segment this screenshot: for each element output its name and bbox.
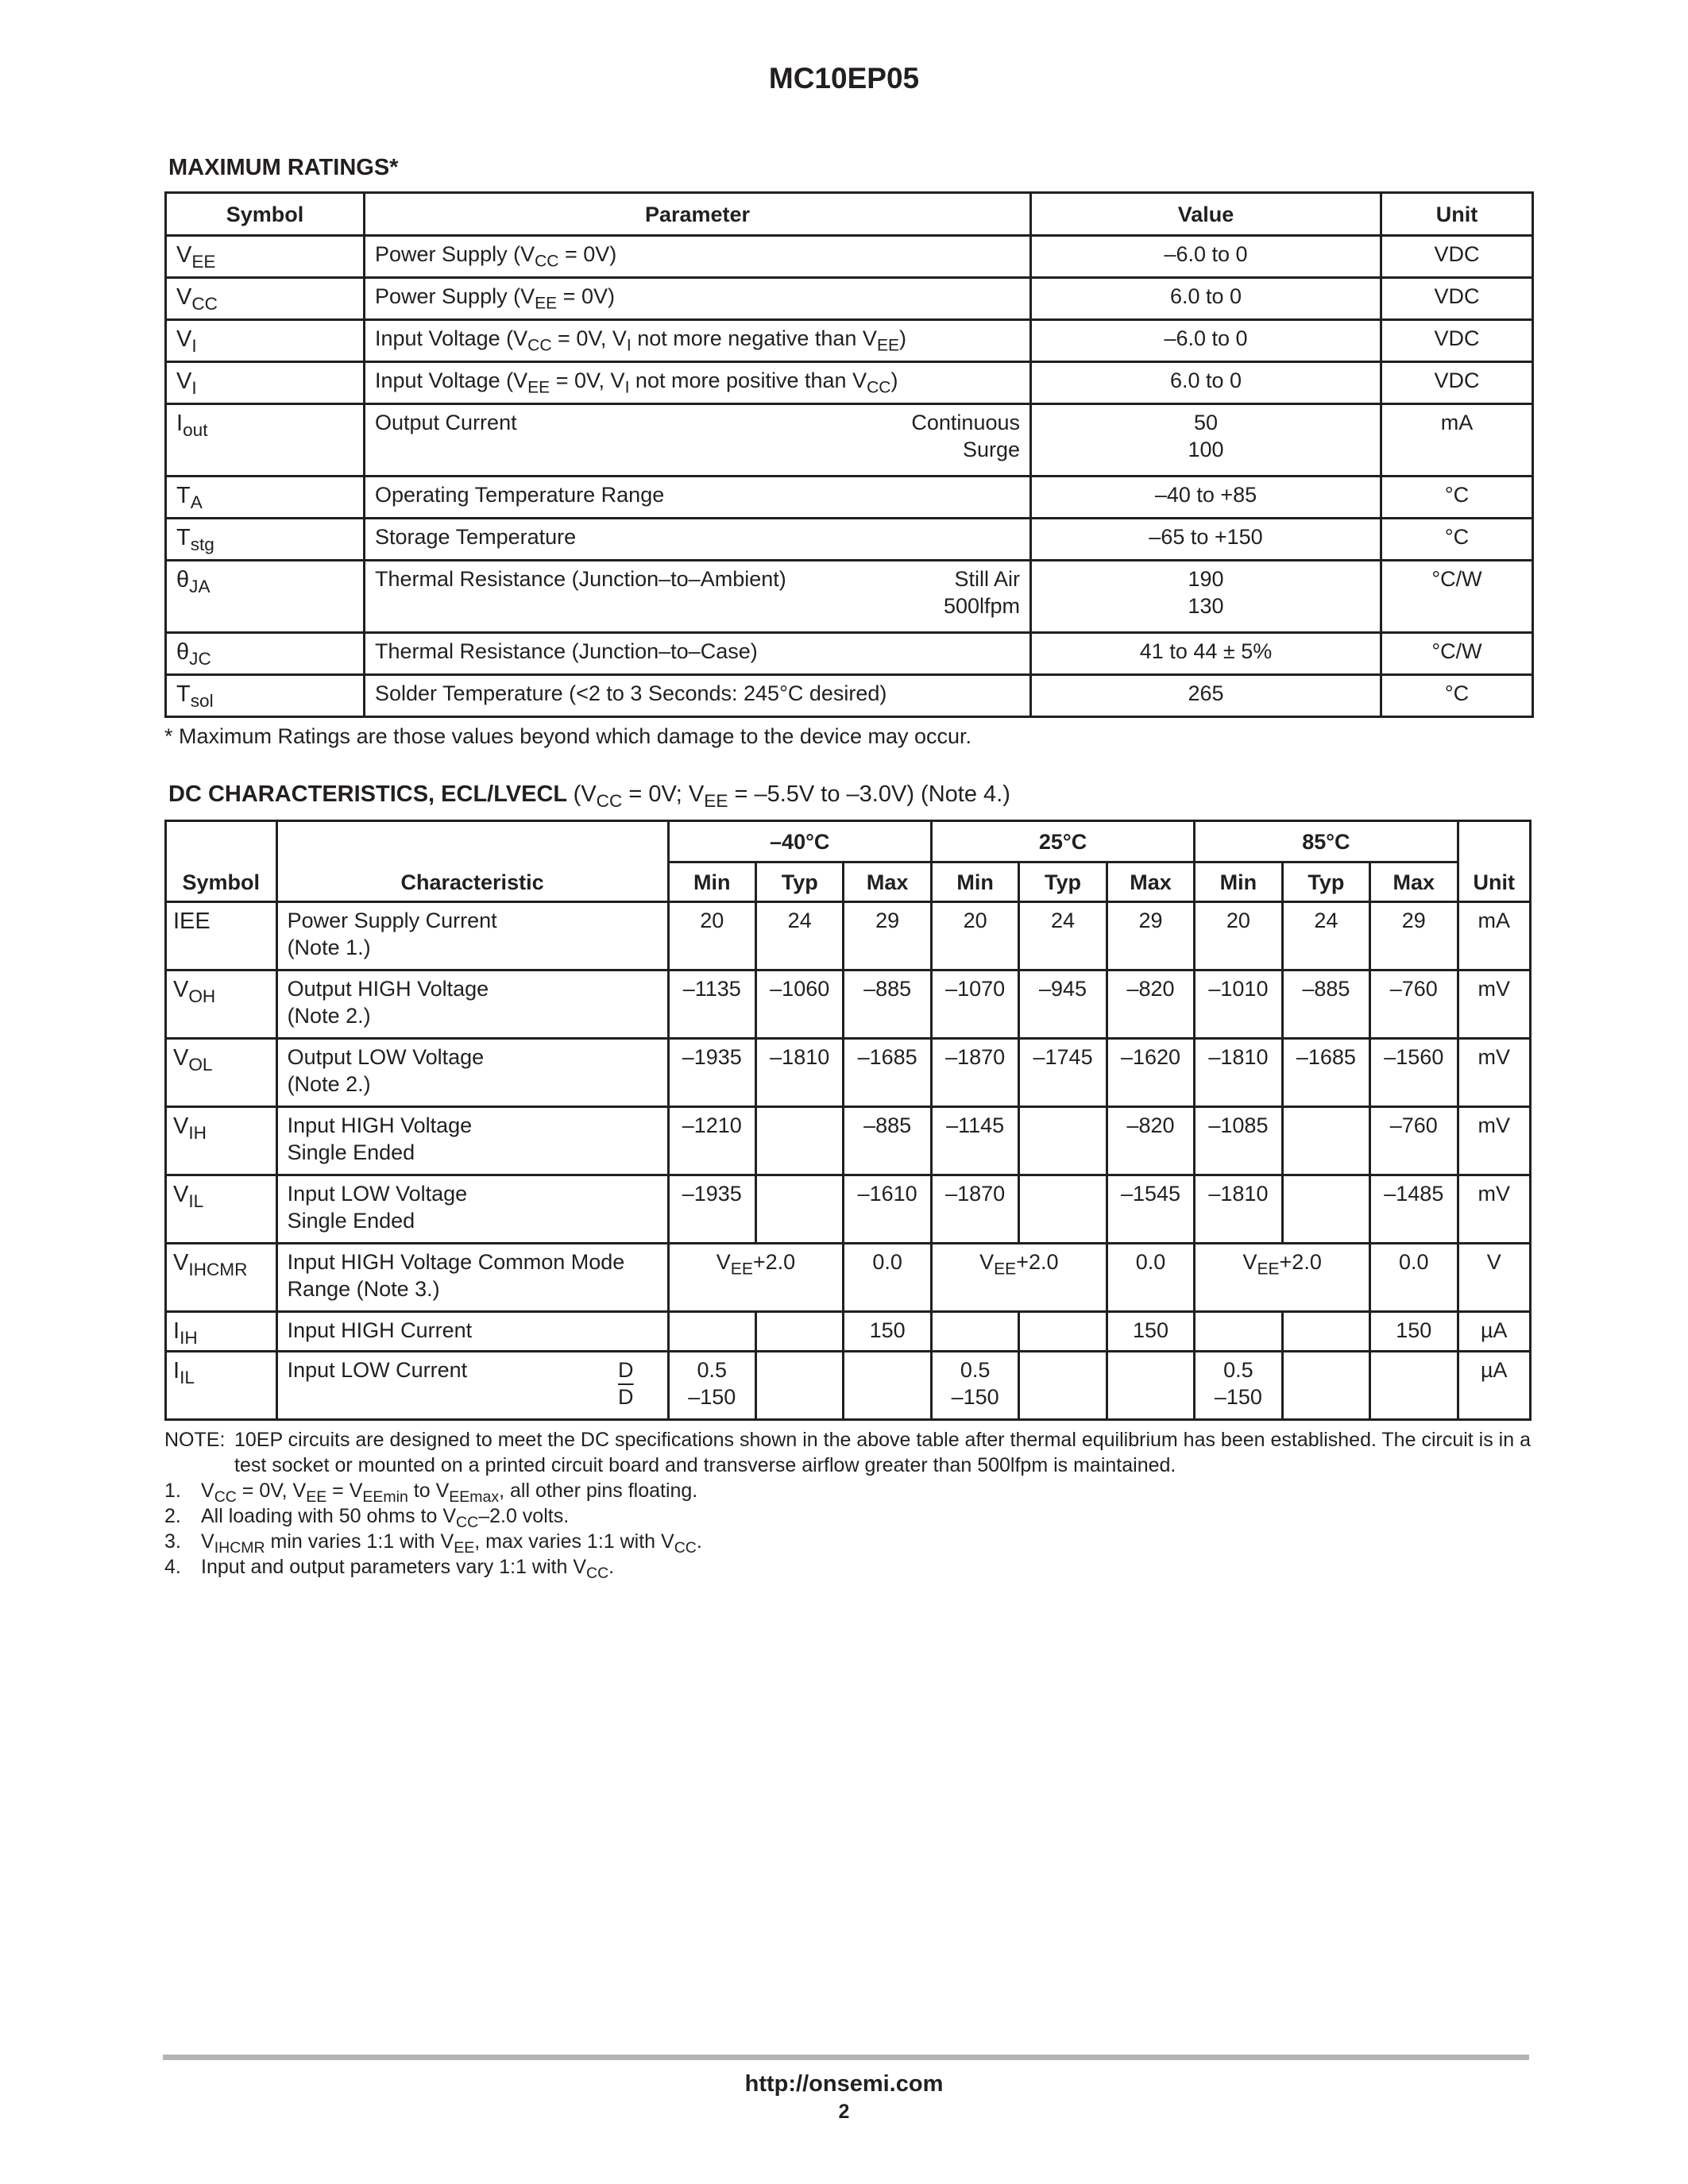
- value-cell: 24: [1019, 902, 1107, 970]
- value-cell: –1810: [755, 1039, 843, 1107]
- unit-cell: mV: [1458, 1107, 1530, 1175]
- table-row: [166, 362, 1533, 404]
- value-cell: [931, 1312, 1018, 1352]
- header-value: Value: [1031, 193, 1381, 236]
- max-ratings-title: MAXIMUM RATINGS*: [168, 155, 399, 180]
- unit-cell: VDC: [1381, 278, 1533, 320]
- value-cell: –1210: [668, 1107, 755, 1175]
- table-row: [166, 1039, 1531, 1107]
- note-item: [164, 1529, 1531, 1557]
- unit-cell: VDC: [1381, 236, 1533, 278]
- symbol-cell: $V_{OH}$: [166, 970, 277, 1039]
- page-number: 2: [838, 2101, 850, 2123]
- value-cell: –1145: [931, 1107, 1018, 1175]
- symbol-cell: $I_{IH}$: [166, 1312, 277, 1352]
- note-intro: [164, 1427, 1531, 1478]
- value-cell: 29: [1107, 902, 1194, 970]
- value-cell: [1282, 1107, 1369, 1175]
- header-max: Max: [1107, 862, 1194, 902]
- value-cell: 0.5 –150: [931, 1352, 1018, 1420]
- value-cell: –1685: [844, 1039, 931, 1107]
- value-cell: –40 to +85: [1031, 477, 1381, 519]
- unit-cell: VDC: [1381, 362, 1533, 404]
- value-cell: 20: [668, 902, 755, 970]
- table-row: [166, 404, 1533, 477]
- unit-cell: °C/W: [1381, 561, 1533, 633]
- table-row: [166, 675, 1533, 717]
- characteristic-with-pins: [288, 1356, 658, 1410]
- parameter-text: Output Current: [375, 411, 517, 434]
- parameter-with-condition: [375, 561, 1020, 619]
- value-cell: –1070: [931, 970, 1018, 1039]
- max-ratings-table: [164, 191, 1534, 718]
- value-cell: [755, 1175, 843, 1244]
- footer-url: http://onsemi.com: [744, 2071, 944, 2097]
- value-cell: –820: [1107, 970, 1194, 1039]
- header-temperature: 25°C: [931, 821, 1194, 862]
- symbol-cell: $V_{OL}$: [166, 1039, 277, 1107]
- table-row: [166, 1244, 1531, 1312]
- value-cell: –760: [1370, 970, 1458, 1039]
- symbol-cell: $T_A$: [166, 477, 365, 519]
- pin-labels: D $\overline{D}$: [618, 1358, 634, 1409]
- value-cell: –1060: [755, 970, 843, 1039]
- condition-text: Still Air 500lfpm: [943, 567, 1020, 618]
- value-cell: –1085: [1195, 1107, 1282, 1175]
- header-row: [166, 821, 1531, 862]
- value-cell: –885: [844, 970, 931, 1039]
- unit-cell: mV: [1458, 970, 1530, 1039]
- note-item: [164, 1503, 1531, 1529]
- value-cell: 20: [931, 902, 1018, 970]
- header-symbol: Symbol: [166, 193, 365, 236]
- value-cell: –945: [1019, 970, 1107, 1039]
- value-cell: 24: [755, 902, 843, 970]
- value-cell: 0.5 –150: [1195, 1352, 1282, 1420]
- value-cell: –1135: [668, 970, 755, 1039]
- condition-text: Continuous Surge: [911, 411, 1020, 461]
- value-cell: [1195, 1312, 1282, 1352]
- value-cell: –1935: [668, 1175, 755, 1244]
- header-parameter: Parameter: [365, 193, 1031, 236]
- value-cell: [755, 1107, 843, 1175]
- value-cell: [1370, 1352, 1458, 1420]
- value-cell: –1610: [844, 1175, 931, 1244]
- header-unit: Unit: [1381, 193, 1533, 236]
- unit-cell: mV: [1458, 1175, 1530, 1244]
- value-cell: [1019, 1312, 1107, 1352]
- symbol-cell: $V_{IH}$: [166, 1107, 277, 1175]
- table-row: [166, 970, 1531, 1039]
- note-item: [164, 1554, 1531, 1580]
- parameter-cell: Power Supply $(V_{EE} = 0V)$: [365, 278, 1031, 320]
- note-number: 4.: [164, 1556, 181, 1578]
- value-cell: $V_{EE}+2.0$: [931, 1244, 1107, 1312]
- value-cell: [668, 1312, 755, 1352]
- document-title: MC10EP05: [768, 62, 920, 95]
- value-cell: –1810: [1195, 1175, 1282, 1244]
- value-cell: 50 100: [1031, 404, 1381, 477]
- parameter-cell: Storage Temperature: [365, 519, 1031, 561]
- value-cell: 29: [1370, 902, 1458, 970]
- parameter-cell: Operating Temperature Range: [365, 477, 1031, 519]
- value-cell: –1545: [1107, 1175, 1194, 1244]
- note-text: Input and output parameters vary 1:1 with $V_{CC}$.: [201, 1556, 615, 1582]
- value-cell: –760: [1370, 1107, 1458, 1175]
- note-text: $V_{IHCMR}$ min varies 1:1 with $V_{EE}$, max varies 1:1 with $V_{CC}$.: [201, 1530, 702, 1557]
- value-cell: –1870: [931, 1175, 1018, 1244]
- value-cell: 20: [1195, 902, 1282, 970]
- note-label: NOTE:: [164, 1429, 226, 1451]
- note-text: All loading with 50 ohms to $V_{CC}-2.0$ volts.: [201, 1505, 570, 1531]
- parameter-cell: Thermal Resistance (Junction–to–Case): [365, 633, 1031, 675]
- header-max: Max: [844, 862, 931, 902]
- header-temperature: –40°C: [668, 821, 931, 862]
- header-unit: Unit: [1458, 821, 1530, 902]
- value-cell: –1560: [1370, 1039, 1458, 1107]
- symbol-cell: $V_{IL}$: [166, 1175, 277, 1244]
- value-cell: 6.0 to 0: [1031, 362, 1381, 404]
- unit-cell: µA: [1458, 1352, 1530, 1420]
- value-cell: 0.0: [1107, 1244, 1194, 1312]
- parameter-cell: Input Voltage ($V_{EE} = 0V$, $V_I$ not more positive than $V_{CC}$): [365, 362, 1031, 404]
- parameter-cell: Input Voltage ($V_{CC} = 0V$, $V_I$ not more negative than $V_{EE}$): [365, 320, 1031, 362]
- value-cell: –885: [1282, 970, 1369, 1039]
- dc-characteristics-title: [168, 781, 1010, 811]
- value-cell: 6.0 to 0: [1031, 278, 1381, 320]
- unit-cell: mV: [1458, 1039, 1530, 1107]
- value-cell: 150: [844, 1312, 931, 1352]
- table-row: [166, 633, 1533, 675]
- characteristic-cell: Input LOW Voltage Single Ended: [276, 1175, 668, 1244]
- value-cell: [1019, 1175, 1107, 1244]
- characteristic-cell: Input HIGH Voltage Single Ended: [276, 1107, 668, 1175]
- value-cell: [755, 1352, 843, 1420]
- unit-cell: °C: [1381, 675, 1533, 717]
- characteristic-cell: Input HIGH Voltage Common Mode Range (Note 3.): [276, 1244, 668, 1312]
- header-symbol: Symbol: [166, 821, 277, 902]
- value-cell: 150: [1370, 1312, 1458, 1352]
- unit-cell: °C: [1381, 519, 1533, 561]
- characteristic-text: Input LOW Current: [287, 1358, 468, 1382]
- unit-cell: °C: [1381, 477, 1533, 519]
- dc-title-conditions: ($V_{CC} = 0V$; $V_{EE} = -5.5V$ to –3.0V) (Note 4.): [573, 781, 1010, 811]
- value-cell: 0.0: [1370, 1244, 1458, 1312]
- note-number: 3.: [164, 1530, 181, 1553]
- characteristic-cell: Output HIGH Voltage (Note 2.): [276, 970, 668, 1039]
- symbol-cell: $T_{stg}$: [166, 519, 365, 561]
- symbol-cell: $V_I$: [166, 362, 365, 404]
- value-cell: –1620: [1107, 1039, 1194, 1107]
- parameter-with-condition: [375, 405, 1020, 463]
- value-cell: 41 to 44 ± 5%: [1031, 633, 1381, 675]
- symbol-cell: $V_{EE}$: [166, 236, 365, 278]
- unit-cell: °C/W: [1381, 633, 1533, 675]
- value-cell: –1870: [931, 1039, 1018, 1107]
- value-cell: –885: [844, 1107, 931, 1175]
- value-cell: [1019, 1107, 1107, 1175]
- header-min: Min: [668, 862, 755, 902]
- header-temperature: 85°C: [1195, 821, 1458, 862]
- value-cell: 0.5 –150: [668, 1352, 755, 1420]
- value-cell: [844, 1352, 931, 1420]
- header-typ: Typ: [1019, 862, 1107, 902]
- note-item: [164, 1478, 1531, 1506]
- table-row: [166, 236, 1533, 278]
- note-intro-text: 10EP circuits are designed to meet the DC specifications shown in the above table after thermal equilibrium has been established. The circuit is in a test socket or mounted on a printed circuit board and transverse airflow greater than 500lfpm is maintained.: [234, 1429, 1531, 1476]
- symbol-cell: $T_{sol}$: [166, 675, 365, 717]
- table-row: [166, 1312, 1531, 1352]
- footer-rule: [163, 2055, 1529, 2060]
- value-cell: –1010: [1195, 970, 1282, 1039]
- header-min: Min: [931, 862, 1018, 902]
- symbol-cell: $\theta_{JC}$: [166, 633, 365, 675]
- table-row: [166, 477, 1533, 519]
- symbol-cell: $I_{IL}$: [166, 1352, 277, 1420]
- value-cell: [1282, 1312, 1369, 1352]
- value-cell: –1810: [1195, 1039, 1282, 1107]
- symbol-cell: $\theta_{JA}$: [166, 561, 365, 633]
- parameter-cell: [365, 404, 1031, 477]
- header-min: Min: [1195, 862, 1282, 902]
- value-cell: –6.0 to 0: [1031, 320, 1381, 362]
- unit-cell: mA: [1381, 404, 1533, 477]
- value-cell: –1485: [1370, 1175, 1458, 1244]
- note-text: $V_{CC} = 0V$, $V_{EE} = V_{EEmin}$ to $V_{EEmax}$, all other pins floating.: [201, 1480, 698, 1506]
- unit-cell: µA: [1458, 1312, 1530, 1352]
- value-cell: –1745: [1019, 1039, 1107, 1107]
- unit-cell: VDC: [1381, 320, 1533, 362]
- value-cell: –65 to +150: [1031, 519, 1381, 561]
- value-cell: 0.0: [844, 1244, 931, 1312]
- dc-characteristics-table: [164, 820, 1532, 1421]
- header-typ: Typ: [755, 862, 843, 902]
- table-row: [166, 902, 1531, 970]
- value-cell: 190 130: [1031, 561, 1381, 633]
- notes-block: [164, 1427, 1531, 1580]
- header-characteristic: Characteristic: [276, 821, 668, 902]
- symbol-cell: IEE: [166, 902, 277, 970]
- value-cell: $V_{EE}+2.0$: [1195, 1244, 1370, 1312]
- table-row: [166, 320, 1533, 362]
- value-cell: –1685: [1282, 1039, 1369, 1107]
- value-cell: 24: [1282, 902, 1369, 970]
- value-cell: 265: [1031, 675, 1381, 717]
- header-max: Max: [1370, 862, 1458, 902]
- max-ratings-footnote: * Maximum Ratings are those values beyond which damage to the device may occur.: [164, 724, 972, 748]
- note-number: 2.: [164, 1505, 181, 1527]
- table-row: [166, 1107, 1531, 1175]
- header-typ: Typ: [1282, 862, 1369, 902]
- value-cell: 150: [1107, 1312, 1194, 1352]
- unit-cell: mA: [1458, 902, 1530, 970]
- table-row: [166, 561, 1533, 633]
- value-cell: $V_{EE}+2.0$: [668, 1244, 844, 1312]
- unit-cell: V: [1458, 1244, 1530, 1312]
- value-cell: –820: [1107, 1107, 1194, 1175]
- value-cell: [1107, 1352, 1194, 1420]
- table-row: [166, 519, 1533, 561]
- parameter-cell: Power Supply $(V_{CC} = 0V)$: [365, 236, 1031, 278]
- value-cell: [1282, 1175, 1369, 1244]
- table-row: [166, 1175, 1531, 1244]
- parameter-cell: [365, 561, 1031, 633]
- symbol-cell: $V_{CC}$: [166, 278, 365, 320]
- value-cell: [755, 1312, 843, 1352]
- table-row: [166, 1352, 1531, 1420]
- parameter-text: Thermal Resistance (Junction–to–Ambient): [375, 567, 786, 591]
- dc-title-bold: DC CHARACTERISTICS, ECL/LVECL: [168, 781, 567, 807]
- value-cell: [1019, 1352, 1107, 1420]
- symbol-cell: $V_{IHCMR}$: [166, 1244, 277, 1312]
- characteristic-cell: Output LOW Voltage (Note 2.): [276, 1039, 668, 1107]
- characteristic-cell: Power Supply Current (Note 1.): [276, 902, 668, 970]
- characteristic-cell: Input HIGH Current: [276, 1312, 668, 1352]
- value-cell: [1282, 1352, 1369, 1420]
- value-cell: –1935: [668, 1039, 755, 1107]
- parameter-cell: Solder Temperature (<2 to 3 Seconds: 245°C desired): [365, 675, 1031, 717]
- table-row: [166, 278, 1533, 320]
- value-cell: 29: [844, 902, 931, 970]
- value-cell: –6.0 to 0: [1031, 236, 1381, 278]
- characteristic-cell: [276, 1352, 668, 1420]
- symbol-cell: $V_I$: [166, 320, 365, 362]
- note-number: 1.: [164, 1480, 181, 1502]
- symbol-cell: $I_{out}$: [166, 404, 365, 477]
